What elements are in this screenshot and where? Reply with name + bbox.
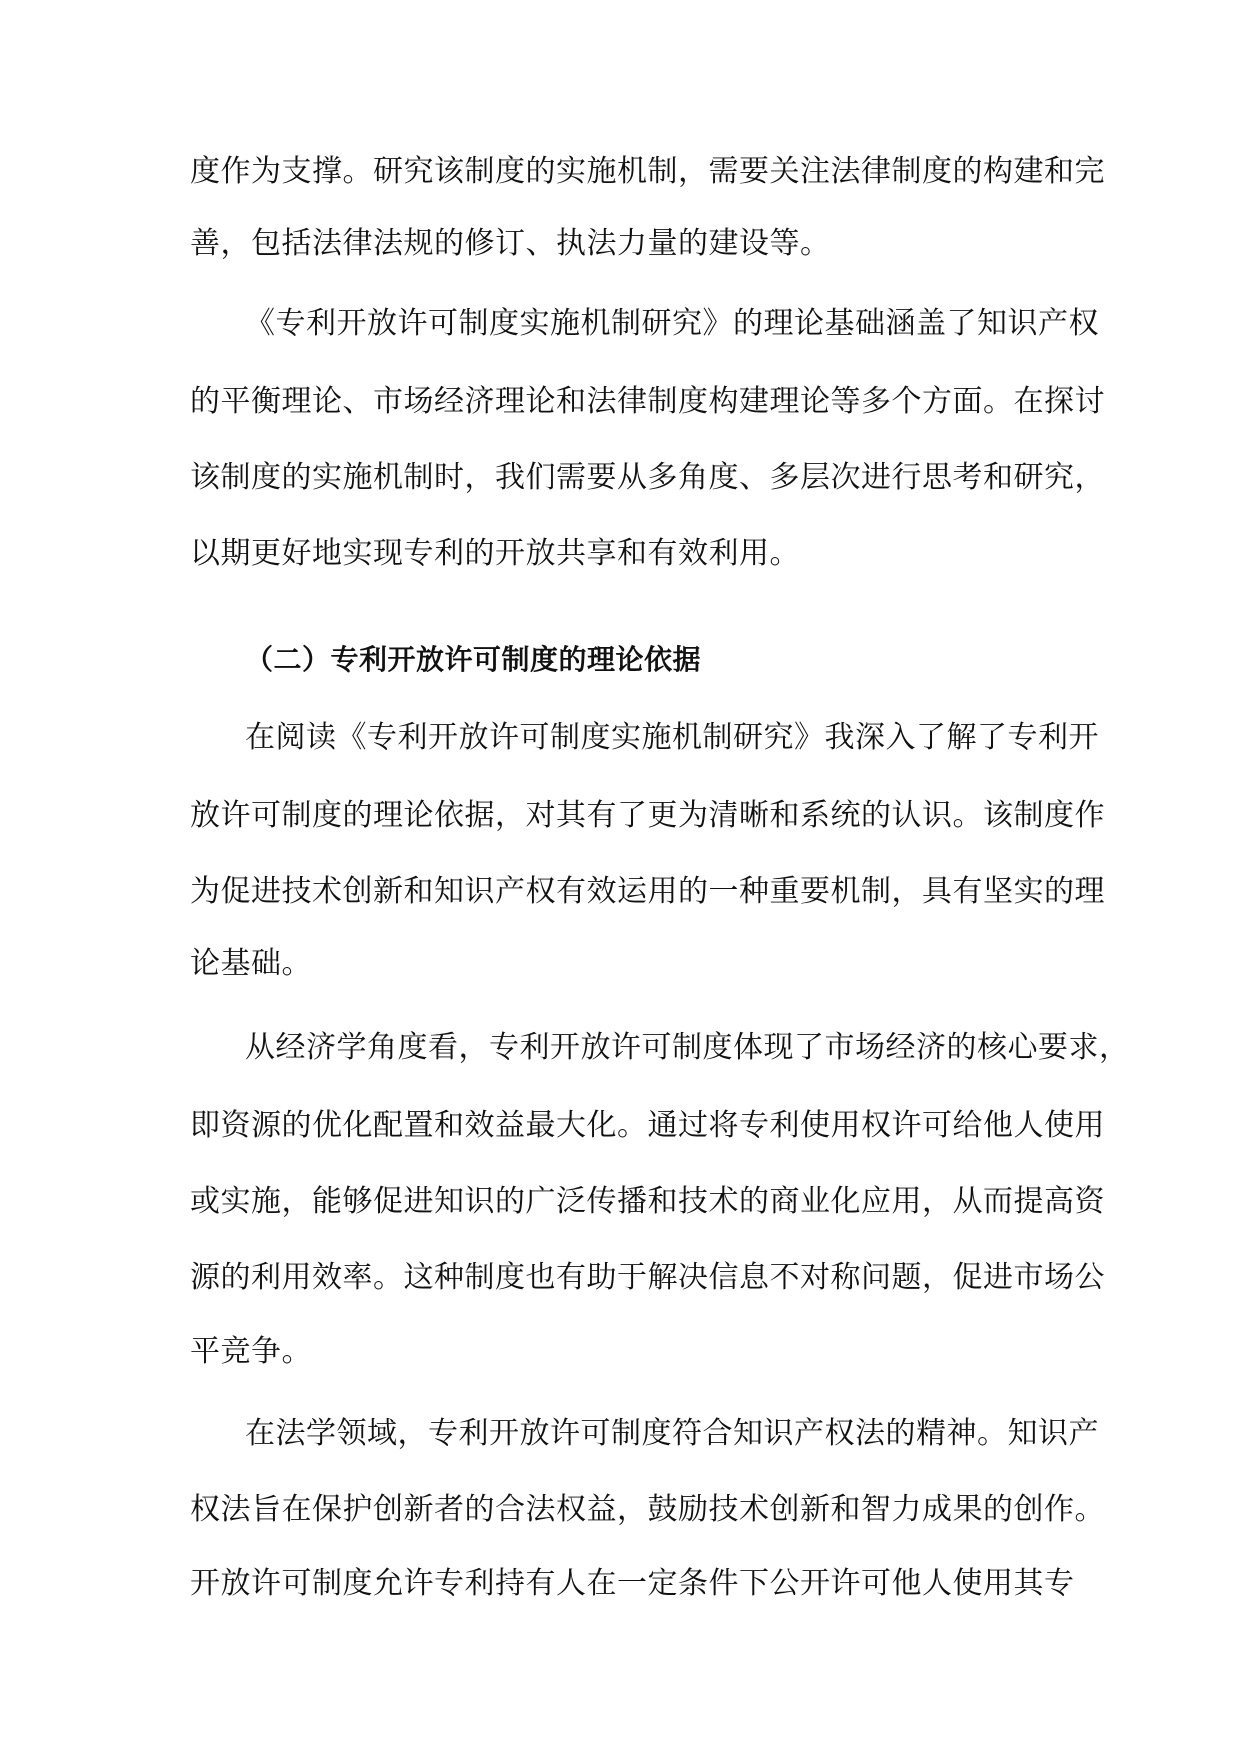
paragraph-line: 平竞争。	[190, 1334, 312, 1369]
paragraph-line: 论基础。	[190, 946, 312, 981]
paragraph-line: 即资源的优化配置和效益最大化。通过将专利使用权许可给他人使用	[190, 1108, 1105, 1143]
paragraph-line: 放许可制度的理论依据，对其有了更为清晰和系统的认识。该制度作	[190, 798, 1105, 833]
paragraph-line: 度作为支撑。研究该制度的实施机制，需要关注法律制度的构建和完	[190, 154, 1105, 189]
paragraph-line: 《专利开放许可制度实施机制研究》的理论基础涵盖了知识产权	[245, 306, 1099, 341]
paragraph-line: 或实施，能够促进知识的广泛传播和技术的商业化应用，从而提高资	[190, 1184, 1105, 1219]
paragraph-line: 开放许可制度允许专利持有人在一定条件下公开许可他人使用其专	[190, 1566, 1075, 1601]
paragraph-line: 在阅读《专利开放许可制度实施机制研究》我深入了解了专利开	[245, 720, 1099, 755]
paragraph-line: 的平衡理论、市场经济理论和法律制度构建理论等多个方面。在探讨	[190, 384, 1105, 419]
paragraph-line: 从经济学角度看，专利开放许可制度体现了市场经济的核心要求，	[245, 1030, 1130, 1065]
paragraph-line: 善，包括法律法规的修订、执法力量的建设等。	[190, 226, 831, 261]
paragraph-line: 以期更好地实现专利的开放共享和有效利用。	[190, 536, 800, 571]
paragraph-line: 源的利用效率。这种制度也有助于解决信息不对称问题，促进市场公	[190, 1260, 1105, 1295]
paragraph-line: 为促进技术创新和知识产权有效运用的一种重要机制，具有坚实的理	[190, 874, 1105, 909]
paragraph-line: 权法旨在保护创新者的合法权益，鼓励技术创新和智力成果的创作。	[190, 1492, 1105, 1527]
paragraph-line: 在法学领域，专利开放许可制度符合知识产权法的精神。知识产	[245, 1416, 1099, 1451]
section-heading: （二）专利开放许可制度的理论依据	[245, 643, 702, 676]
paragraph-line: 该制度的实施机制时，我们需要从多角度、多层次进行思考和研究，	[190, 460, 1105, 495]
